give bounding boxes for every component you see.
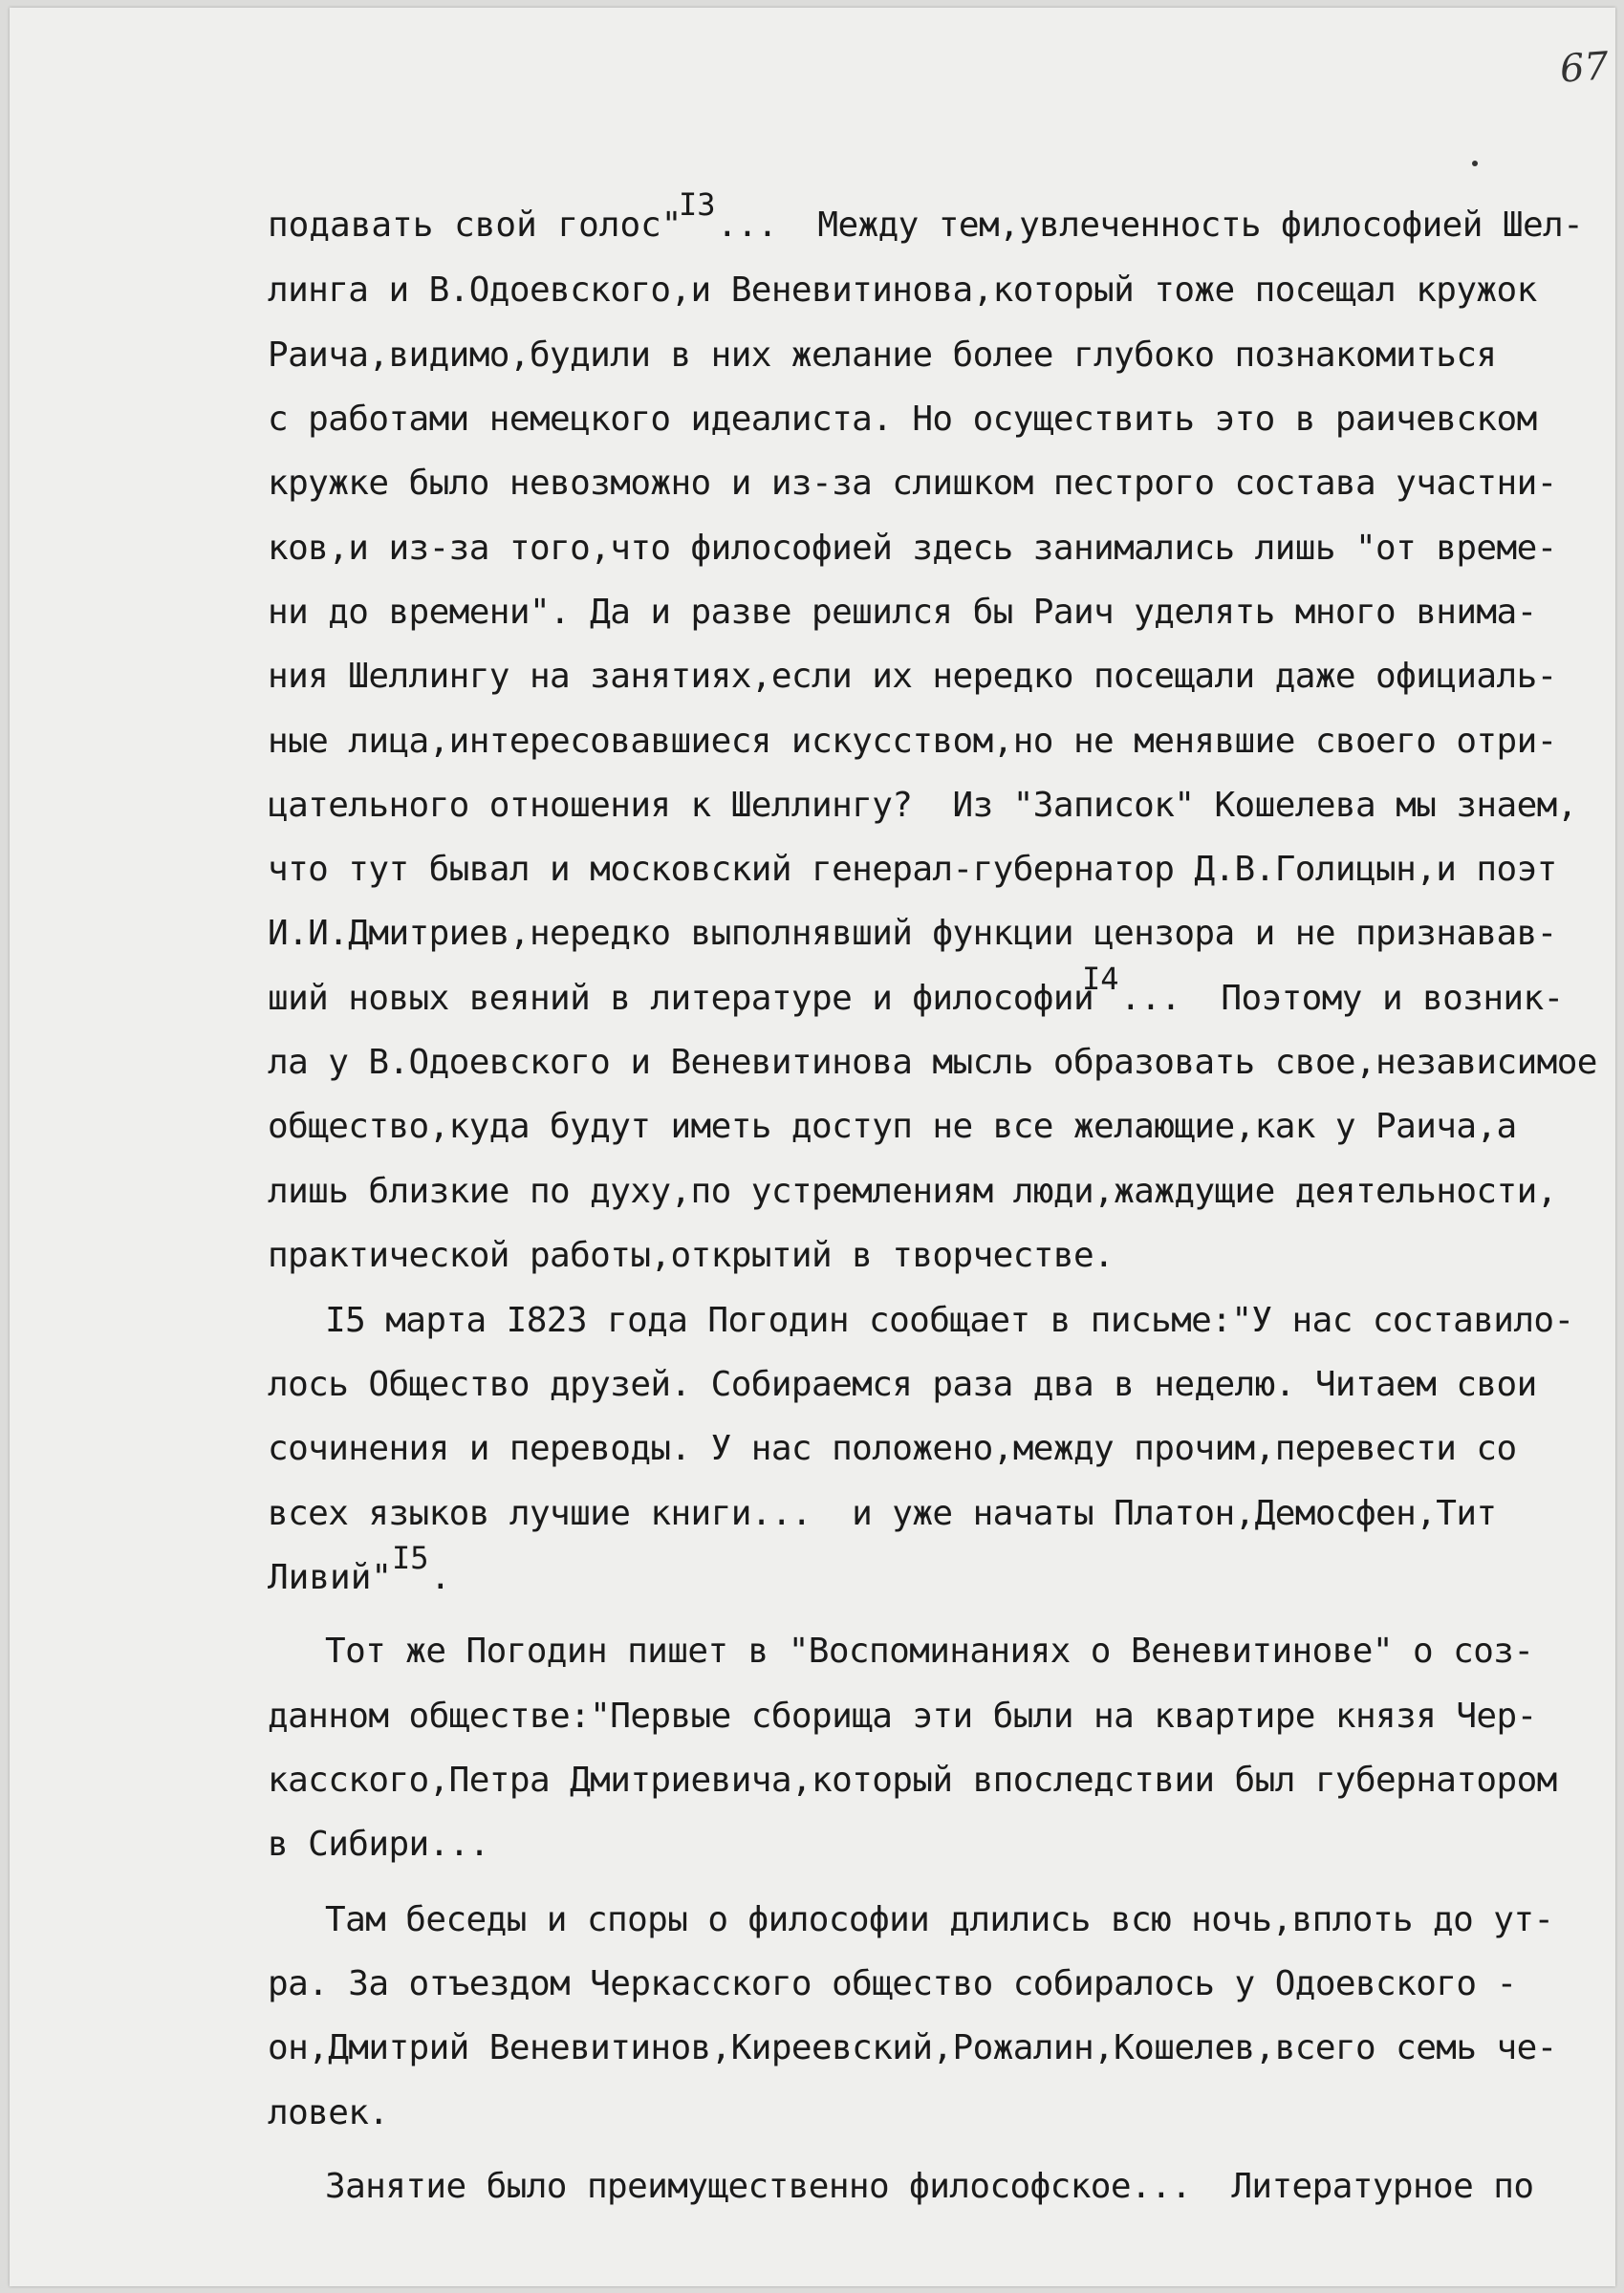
text-line: цательного отношения к Шеллингу? Из "Записок" Кошелева мы знаем,	[268, 786, 1577, 825]
text-line: ... Поэтому и возник-	[1120, 979, 1564, 1018]
text-line: .	[430, 1558, 451, 1597]
text-line: касского,Петра Дмитриевича,который впоследствии был губернатором	[268, 1761, 1557, 1800]
text-line: Ливий"	[268, 1558, 393, 1597]
text-line: ший новых веяний в литературе и философии	[268, 979, 1094, 1018]
text-line: ра. За отъездом Черкасского общество собиралось у Одоевского -	[268, 1964, 1517, 2003]
text-line: лишь близкие по духу,по устремлениям люди,жаждущие деятельности,	[268, 1172, 1557, 1211]
text-line: ла у В.Одоевского и Веневитинова мысль образовать свое,независимое	[268, 1043, 1597, 1082]
text-line: лось Общество друзей. Собираемся раза два в неделю. Читаем свои	[268, 1365, 1537, 1404]
text-line: с работами немецкого идеалиста. Но осуществить это в раичевском	[268, 400, 1537, 439]
text-line: ни до времени". Да и разве решился бы Раич уделять много внима-	[268, 593, 1537, 632]
text-line: ловек.	[268, 2093, 389, 2132]
footnote-ref: I5	[392, 1540, 429, 1576]
text-line: Раича,видимо,будили в них желание более глубоко познакомиться	[268, 335, 1497, 375]
text-line: что тут бывал и московский генерал-губернатор Д.В.Голицын,и поэт	[268, 850, 1557, 889]
text-line: линга и В.Одоевского,и Веневитинова,который тоже посещал кружок	[268, 270, 1537, 310]
text-line: ные лица,интересовавшиеся искусством,но не менявшие своего отри-	[268, 722, 1557, 761]
page-number: 67	[1558, 44, 1611, 92]
text-line: ния Шеллингу на занятиях,если их нередко посещали даже официаль-	[268, 657, 1557, 696]
text-line: кружке было невозможно и из-за слишком пестрого состава участни-	[268, 464, 1557, 503]
text-line: Занятие было преимущественно философское... Литературное по	[325, 2167, 1534, 2206]
text-line: в Сибири...	[268, 1825, 489, 1864]
footnote-ref: I4	[1082, 961, 1119, 997]
text-line: Там беседы и споры о философии длились всю ночь,вплоть до ут-	[325, 1900, 1554, 1939]
text-line: подавать свой голос"	[268, 206, 682, 245]
text-line: всех языков лучшие книги... и уже начаты Платон,Демосфен,Тит	[268, 1494, 1497, 1533]
text-line: практической работы,открытий в творчестве.	[268, 1236, 1115, 1275]
document-page	[10, 8, 1615, 2286]
text-line: И.И.Дмитриев,нередко выполнявший функции цензора и не признавав-	[268, 914, 1557, 953]
text-line: он,Дмитрий Веневитинов,Киреевский,Рожалин,Кошелев,всего семь че-	[268, 2028, 1557, 2067]
text-line: общество,куда будут иметь доступ не все желающие,как у Раича,а	[268, 1107, 1517, 1146]
footnote-ref: I3	[679, 186, 716, 223]
text-line: ков,и из-за того,что философией здесь занимались лишь "от време-	[268, 529, 1557, 568]
ink-dot	[1472, 161, 1478, 166]
text-line: сочинения и переводы. У нас положено,между прочим,перевести со	[268, 1429, 1517, 1468]
text-line: данном обществе:"Первые сборища эти были на квартире князя Чер-	[268, 1697, 1537, 1736]
text-line: I5 марта I823 года Погодин сообщает в письме:"У нас составило-	[325, 1301, 1574, 1340]
text-line: Тот же Погодин пишет в "Воспоминаниях о Веневитинове" о соз-	[325, 1632, 1534, 1671]
text-line: ... Между тем,увлеченность философией Шел-	[717, 206, 1584, 245]
